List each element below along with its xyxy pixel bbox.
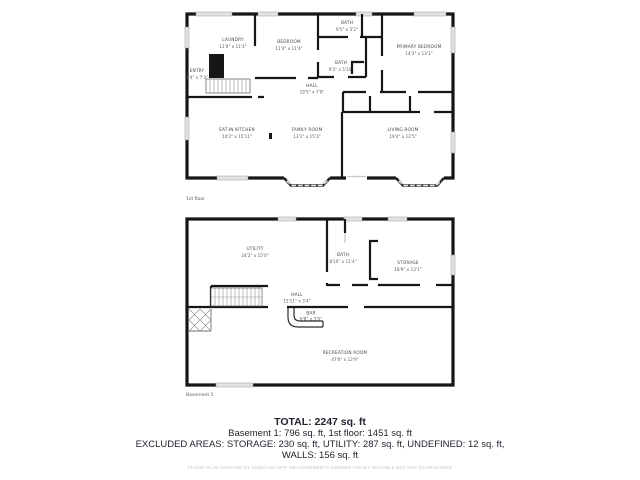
chimney-block <box>209 54 224 78</box>
room-name-bar: BAR <box>306 311 316 317</box>
room-name-bath-top: BATH <box>340 21 354 26</box>
room-name-bath-mid: BATH <box>334 61 348 66</box>
first-floor-plan <box>185 12 455 202</box>
area-summary <box>0 417 640 470</box>
room-name-basement-hall: HALL <box>291 293 303 298</box>
room-name-living-room: LIVING ROOM <box>387 128 419 133</box>
basement-floor-label: Basement 1 <box>186 393 214 398</box>
room-name-storage: STORAGE <box>397 261 419 266</box>
room-name-entry: ENTRY <box>189 69 205 74</box>
room-dims-family-room: 13'1" x 15'3" <box>293 134 321 139</box>
room-name-eat-in-kitchen: EAT-IN KITCHEN <box>219 128 255 133</box>
under-stair-hatch <box>189 309 211 331</box>
first-floor-stairs <box>206 79 250 93</box>
room-name-hall: HALL <box>306 84 318 89</box>
room-name-laundry: LAUNDRY <box>222 38 244 43</box>
room-dims-recreation-room: 47'0" x 12'9" <box>331 357 359 362</box>
room-dims-laundry: 11'0" x 11'4" <box>219 44 247 49</box>
disclaimer-text: FLOOR PLAN CREATED BY CUBICASA APP. MEASUREMENTS DEEMED HIGHLY RELIABLE BUT NOT GUARANTEED <box>187 465 453 470</box>
room-dims-eat-in-kitchen: 14'2" x 15'11" <box>221 134 253 139</box>
total-area-text: TOTAL: 2247 sq. ft <box>274 416 366 428</box>
room-name-utility: UTILITY <box>246 247 264 252</box>
room-dims-bar: 6'8" x 3'9" <box>299 316 323 322</box>
floor-areas-text: Basement 1: 796 sq. ft, 1st floor: 1451 sq. ft <box>228 428 412 439</box>
basement-stairs <box>211 288 262 306</box>
room-dims-storage: 18'9" x 13'1" <box>394 267 422 272</box>
room-name-primary-bedroom: PRIMARY BEDROOM <box>396 45 442 50</box>
room-dims-primary-bedroom: 14'3" x 13'1" <box>405 51 433 56</box>
room-dims-hall: 19'5" x 7'0" <box>299 89 325 95</box>
bay-window-left <box>284 178 330 186</box>
walls-area-text: WALLS: 156 sq. ft <box>281 450 359 461</box>
room-dims-bath-top: 9'5" x 5'2" <box>335 27 359 32</box>
room-name-bedroom: BEDROOM <box>277 40 301 45</box>
room-name-recreation-room: RECREATION ROOM <box>322 351 368 356</box>
room-dims-living-room: 19'4" x 12'5" <box>389 134 417 139</box>
room-dims-bedroom: 11'4" x 11'4" <box>275 46 303 51</box>
room-dims-basement-hall: 15'11" x 3'4" <box>283 298 311 304</box>
kitchen-column <box>269 133 272 139</box>
room-dims-basement-bath: 8'10" x 11'4" <box>329 259 357 264</box>
room-dims-utility: 24'2" x 15'0" <box>241 253 269 258</box>
room-dims-bath-mid: 9'5" x 5'10" <box>328 67 354 72</box>
basement-plan <box>185 217 455 398</box>
excluded-areas-text: EXCLUDED AREAS: STORAGE: 230 sq. ft, UTILITY: 287 sq. ft, UNDEFINED: 12 sq. ft, <box>135 439 505 450</box>
first-floor-label: 1st floor <box>186 197 205 202</box>
room-name-basement-bath: BATH <box>336 253 350 258</box>
room-name-family-room: FAMILY ROOM <box>291 128 323 133</box>
basement-room-labels <box>241 246 421 362</box>
room-dims-entry: 3'4" x 7'3" <box>185 75 209 80</box>
